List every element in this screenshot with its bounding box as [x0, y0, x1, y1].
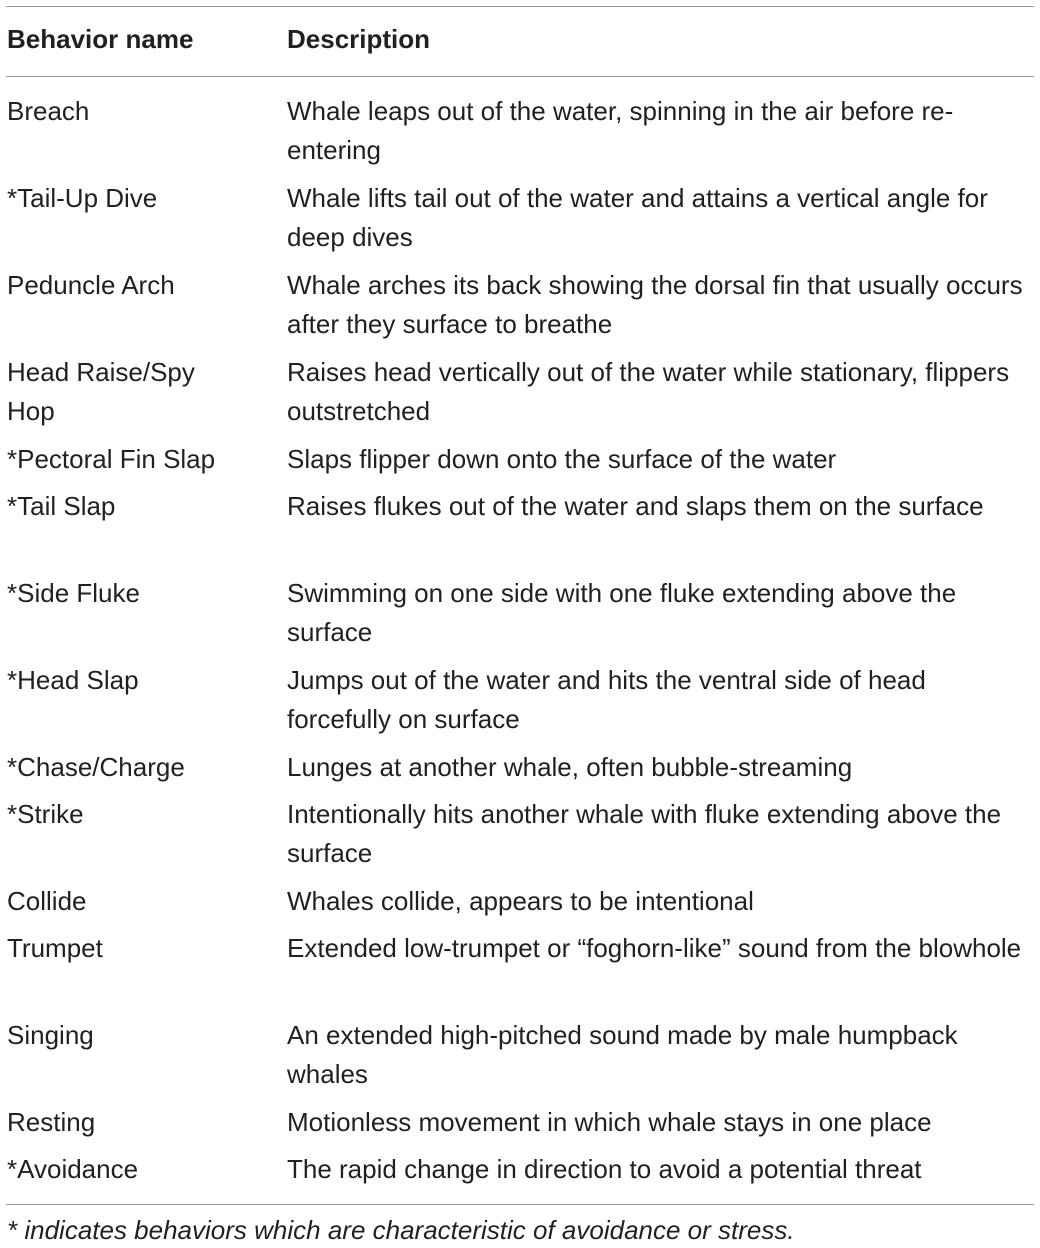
behavior-name: *Side Fluke [7, 578, 140, 608]
table-footnote: * indicates behaviors which are characteristic of avoidance or stress. [7, 1215, 795, 1245]
behavior-description: Lunges at another whale, often bubble-streaming [287, 752, 853, 782]
behavior-name: *Avoidance [7, 1154, 139, 1184]
behavior-description: Raises flukes out of the water and slaps them on the surface [287, 491, 984, 521]
behavior-name: *Tail Slap [7, 491, 116, 521]
behavior-name: *Chase/Charge [7, 752, 185, 782]
behavior-name: *Pectoral Fin Slap [7, 444, 216, 474]
behavior-name: *Strike [7, 799, 84, 829]
header-behavior-name: Behavior name [7, 24, 194, 54]
header-description: Description [287, 24, 431, 54]
behavior-name: Resting [7, 1107, 96, 1137]
behavior-name: Collide [7, 886, 87, 916]
behavior-description: Extended low-trumpet or “foghorn-like” sound from the blowhole [287, 933, 1022, 963]
behavior-description: Whale arches its back showing the dorsal fin that usually occurs after they surface to breathe [287, 270, 1023, 339]
table-header [0, 24, 1040, 60]
table-header-rule [6, 76, 1034, 77]
behavior-description: Whales collide, appears to be intentional [287, 886, 754, 916]
behavior-description: Intentionally hits another whale with fluke extending above the surface [287, 799, 1002, 868]
behavior-name: Trumpet [7, 933, 103, 963]
behavior-description: Whale leaps out of the water, spinning in the air before re-entering [287, 96, 954, 165]
behavior-name: Head Raise/Spy Hop [7, 357, 195, 426]
behavior-name: Breach [7, 96, 90, 126]
behavior-description: Slaps flipper down onto the surface of the water [287, 444, 837, 474]
behavior-description: Motionless movement in which whale stays in one place [287, 1107, 932, 1137]
table-top-rule [6, 6, 1034, 7]
behavior-name: *Head Slap [7, 665, 139, 695]
behavior-name: Singing [7, 1020, 94, 1050]
behavior-description: Whale lifts tail out of the water and attains a vertical angle for deep dives [287, 183, 988, 252]
behavior-description: The rapid change in direction to avoid a potential threat [287, 1154, 922, 1184]
behavior-name: Peduncle Arch [7, 270, 175, 300]
behavior-name: *Tail-Up Dive [7, 183, 158, 213]
behavior-description: An extended high-pitched sound made by male humpback whales [287, 1020, 958, 1089]
behavior-description: Raises head vertically out of the water while stationary, flippers outstretched [287, 357, 1010, 426]
behavior-description: Swimming on one side with one fluke extending above the surface [287, 578, 957, 647]
table-bottom-rule [6, 1204, 1034, 1205]
behavior-description: Jumps out of the water and hits the ventral side of head forcefully on surface [287, 665, 926, 734]
